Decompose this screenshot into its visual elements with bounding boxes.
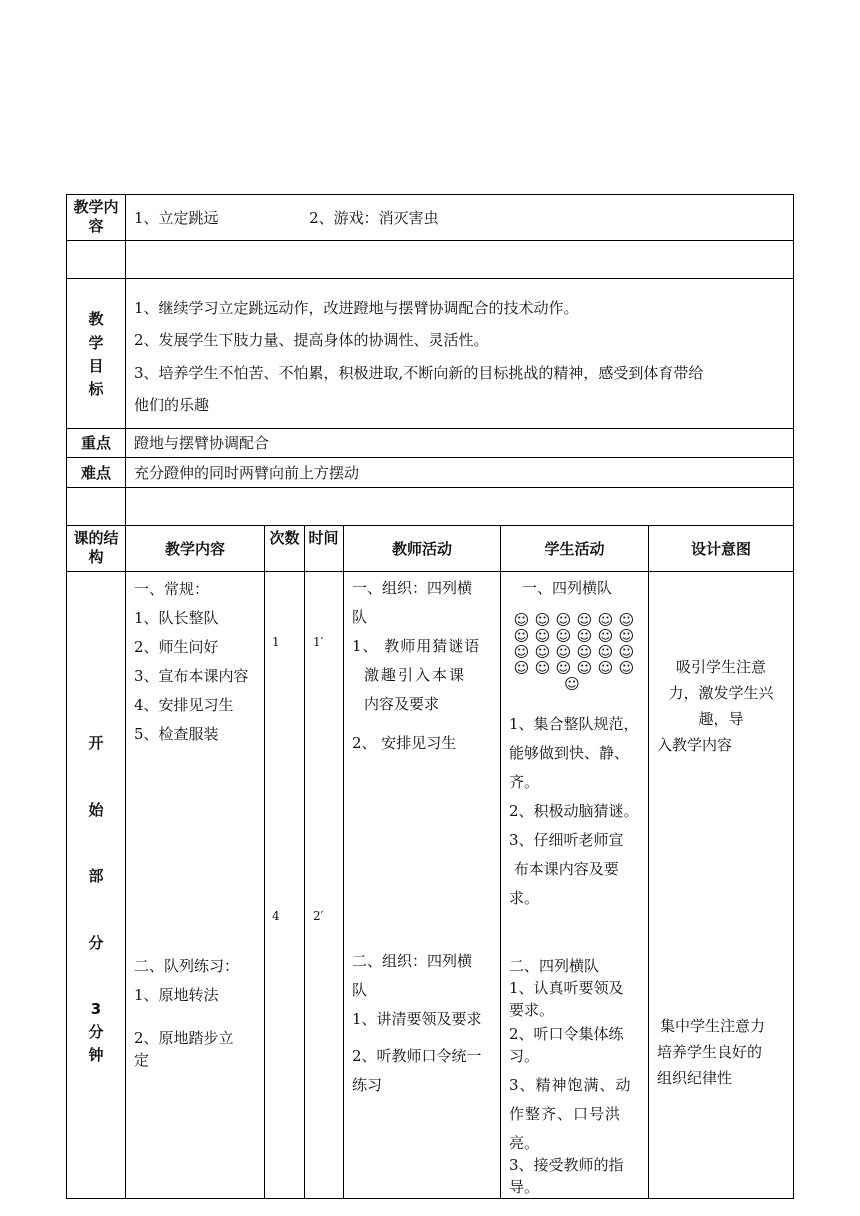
goal-item-1: 1、继续学习立定跳远动作，改进蹬地与摆臂协调配合的技术动作。 (134, 299, 579, 317)
student-item: 导。 (509, 1178, 540, 1196)
goal-label-2: 学 (88, 334, 104, 352)
student-item: 3、精神饱满、动 (509, 1076, 632, 1094)
smiley-face-icon: ☺ (555, 659, 572, 677)
count-value: 1 (272, 635, 280, 649)
smiley-face-icon: ☺ (618, 627, 635, 645)
teacher-item: 激趣引入本课 (364, 666, 467, 684)
content-item: 4、安排见习生 (134, 696, 234, 714)
intent-item: 培养学生良好的 (657, 1043, 763, 1061)
teacher-item: 二、组织：四列横 (352, 952, 473, 970)
teacher-item: 队 (352, 981, 368, 999)
section-label-4: 分 (88, 934, 104, 952)
student-item: 2、听口令集体练 (509, 1025, 624, 1043)
smiley-face-icon: ☺ (555, 627, 572, 645)
student-item: 1、认真听要领及 (509, 979, 624, 997)
smiley-face-icon: ☺ (618, 659, 635, 677)
student-item: 能够做到快、静、 (509, 744, 630, 762)
teacher-item: 2、 安排见习生 (352, 734, 457, 752)
teacher-item: 1、讲清要领及要求 (352, 1010, 482, 1028)
student-item: 3、仔细听老师宣 (509, 831, 624, 849)
smiley-face-icon: ☺ (597, 627, 614, 645)
goal-label-4: 标 (88, 380, 104, 398)
formation-diagram (512, 612, 636, 692)
student-item: 1、集合整队规范， (509, 715, 639, 733)
teacher-item: 练习 (352, 1076, 383, 1094)
student-item: 3、接受教师的指 (509, 1156, 624, 1174)
teacher-item: 2、听教师口令统一 (352, 1047, 482, 1065)
content-item: 1、原地转法 (134, 986, 219, 1004)
content-item: 3、宣布本课内容 (134, 667, 249, 685)
time-value: 2′ (313, 909, 324, 923)
intent-item: 趣，导 (698, 710, 744, 728)
section-label-2: 始 (88, 801, 104, 819)
goal-label-1: 教 (88, 310, 104, 328)
smiley-face-icon: ☺ (555, 611, 572, 629)
student-item: 2、积极动脑猜谜。 (509, 802, 639, 820)
header-content: 教学内容 (164, 540, 225, 558)
content-item: 一、常规： (134, 580, 210, 598)
count-value: 4 (272, 909, 280, 923)
smiley-face-icon: ☺ (513, 659, 530, 677)
key-value: 蹬地与摆臂协调配合 (134, 434, 270, 452)
smiley-face-icon: ☺ (513, 611, 530, 629)
header-student: 学生活动 (544, 540, 605, 558)
intent-item: 力，激发学生兴 (668, 684, 774, 702)
smiley-face-icon: ☺ (618, 643, 635, 661)
teacher-item: 1、 教师用猜谜语 (352, 637, 481, 655)
goal-item-3: 3、培养学生不怕苦、不怕累，积极进取,不断向新的目标挑战的精神，感受到体育带给 (134, 364, 704, 382)
student-item: 作整齐、口号洪 (509, 1105, 622, 1123)
smiley-face-icon: ☺ (534, 627, 551, 645)
smiley-face-icon: ☺ (576, 611, 593, 629)
goal-item-4: 他们的乐趣 (134, 396, 210, 414)
header-time: 时间 (308, 529, 339, 547)
difficulty-label: 难点 (80, 464, 111, 482)
content-item: 2、原地踏步立 (134, 1029, 234, 1047)
student-item: 齐。 (509, 773, 540, 791)
smiley-face-icon: ☺ (597, 611, 614, 629)
key-label: 重点 (80, 434, 111, 452)
smiley-face-icon: ☺ (555, 643, 572, 661)
content-label: 教学内容 (73, 198, 119, 235)
smiley-face-icon: ☺ (576, 659, 593, 677)
teacher-item: 队 (352, 608, 368, 626)
section-label-5: 3 (90, 1000, 102, 1018)
content-value: 1、立定跳远 2、游戏：消灭害虫 (134, 209, 439, 227)
section-label-1: 开 (88, 734, 104, 752)
smiley-face-icon: ☺ (618, 611, 635, 629)
intent-item: 集中学生注意力 (660, 1017, 766, 1035)
difficulty-value: 充分蹬伸的同时两臂向前上方摆动 (134, 464, 360, 482)
header-teacher: 教师活动 (391, 540, 452, 558)
student-item: 二、四列横队 (509, 957, 600, 975)
smiley-face-icon: ☺ (534, 611, 551, 629)
section-label-7: 钟 (88, 1046, 104, 1064)
student-formation-title: 一、四列横队 (522, 579, 613, 597)
header-count: 次数 (269, 529, 300, 547)
goal-item-2: 2、发展学生下肢力量、提高身体的协调性、灵活性。 (134, 331, 489, 349)
content-item: 1、队长整队 (134, 609, 219, 627)
content-item: 二、队列练习： (134, 957, 240, 975)
intent-item: 吸引学生注意 (675, 658, 766, 676)
student-item: 布本课内容及要 (509, 860, 619, 878)
section-label-6: 分 (88, 1023, 104, 1041)
content-item: 2、师生问好 (134, 638, 219, 656)
smiley-face-icon: ☺ (513, 627, 530, 645)
student-item: 习。 (509, 1047, 540, 1065)
section-label-3: 部 (88, 867, 104, 885)
smiley-face-icon: ☺ (597, 643, 614, 661)
student-item: 要求。 (509, 1001, 555, 1019)
time-value: 1′ (313, 635, 324, 649)
header-intent: 设计意图 (690, 540, 751, 558)
goal-label-3: 目 (88, 357, 104, 375)
intent-item: 入教学内容 (657, 736, 733, 754)
teacher-item: 一、组织：四列横 (352, 579, 473, 597)
student-item: 亮。 (509, 1134, 540, 1152)
smiley-face-icon: ☺ (564, 675, 580, 693)
header-structure: 课的结构 (73, 529, 119, 566)
smiley-face-icon: ☺ (576, 627, 593, 645)
smiley-face-icon: ☺ (513, 643, 530, 661)
content-item: 5、检查服装 (134, 725, 219, 743)
smiley-face-icon: ☺ (597, 659, 614, 677)
teacher-item: 内容及要求 (364, 695, 440, 713)
intent-item: 组织纪律性 (657, 1069, 733, 1087)
smiley-face-icon: ☺ (534, 643, 551, 661)
smiley-face-icon: ☺ (534, 659, 551, 677)
content-item: 定 (134, 1051, 150, 1069)
student-item: 求。 (509, 889, 540, 907)
smiley-face-icon: ☺ (576, 643, 593, 661)
